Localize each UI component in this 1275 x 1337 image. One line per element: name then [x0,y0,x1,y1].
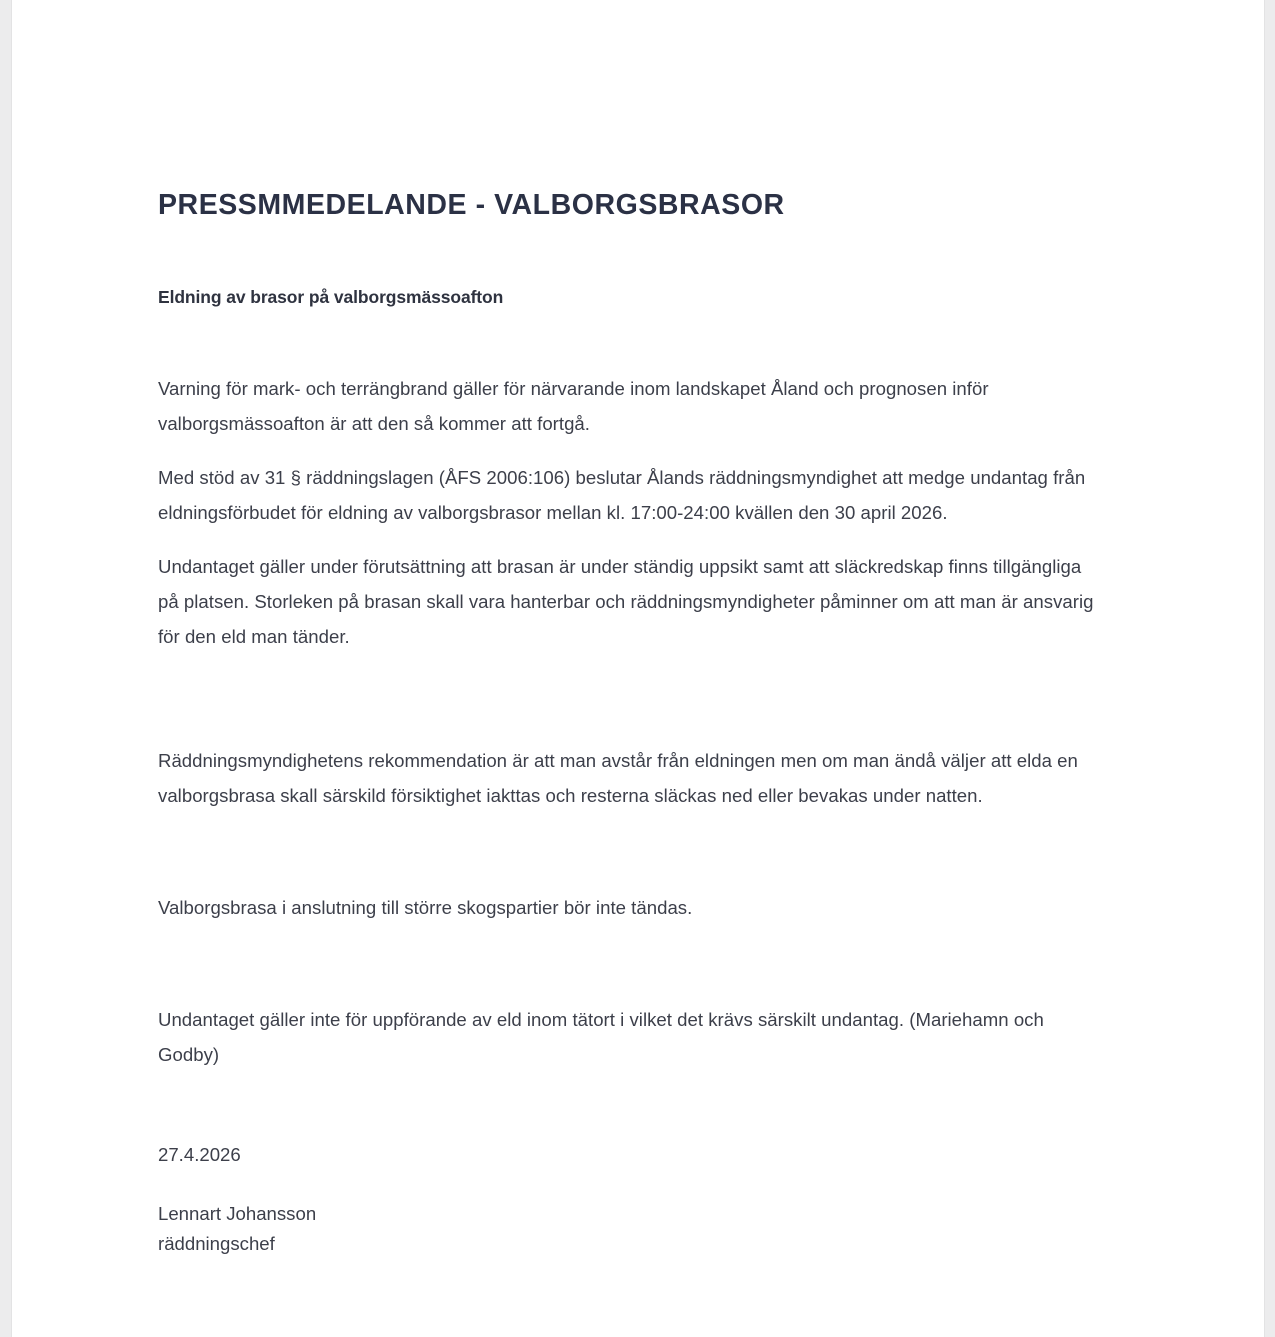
document-body [158,308,1098,1258]
document-subtitle: Eldning av brasor på valborgsmässoafton [158,286,504,307]
paragraph-conditions: Undantaget gäller under förutsättning att brasan är under ständig uppsikt samt att släckredskap finns tillgängliga på platsen. Storleken på brasan skall vara hanterbar och räddningsmyndigheter påminner om att man är ansvarig för den eld man tänder. [158,556,1094,648]
paragraph-spacer [158,945,1098,1003]
paragraph-spacer [158,833,1098,891]
document-page [11,0,1265,1337]
paragraph-recommendation: Räddningsmyndighetens rekommendation är att man avstår från eldningen men om man ändå väljer att elda en valborgsbrasa skall särskild försiktighet iakttas och resterna släckas ned eller bevakas under natten. [158,750,1078,806]
paragraph-urban-exception: Undantaget gäller inte för uppförande av eld inom tätort i vilket det krävs särskilt undantag. (Mariehamn och Godby) [158,1008,1044,1065]
signature-block [158,1138,1098,1258]
paragraph-forest-warning: Valborgsbrasa i anslutning till större skogspartier bör inte tändas. [158,896,693,918]
page-title: PRESSMMEDELANDE - VALBORGSBRASOR [158,189,785,221]
paragraph-legal-exemption: Med stöd av 31 § räddningslagen (ÅFS 2006:106) beslutar Ålands räddningsmyndighet att medge undantag från eldningsförbudet för eldning av valborgsbrasor mellan kl. 17:00-24:00 kvällen den 30 april 2026. [158,467,1086,524]
paragraph-spacer [158,674,1098,744]
signature-role: räddningschef [158,1232,275,1254]
signature-name: Lennart Johansson [158,1202,317,1224]
paragraph-warning: Varning för mark- och terrängbrand gäller för närvarande inom landskapet Åland och prognosen inför valborgsmässoafton är att den så kommer att fortgå. [158,378,989,435]
document-content [158,0,1098,1258]
signature-date: 27.4.2026 [158,1143,241,1165]
paragraph-spacer [158,1092,1098,1138]
